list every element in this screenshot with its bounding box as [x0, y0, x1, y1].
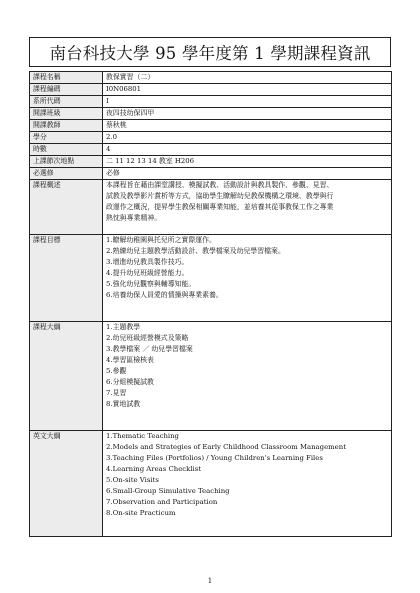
outline-item: 8.實地試教 [106, 400, 141, 408]
row-dept-code [30, 96, 392, 108]
label-schedule-location: 上課節次地點 [30, 156, 103, 168]
row-course-code [30, 84, 392, 96]
outline-item: 5.參觀 [106, 367, 127, 375]
objective-item: 3.增進幼兒教具製作技巧。 [106, 258, 189, 266]
value-outline [103, 322, 392, 431]
objective-item: 2.熟練幼兒主題教學活動設計、教學檔案及幼兒學習檔案。 [106, 247, 285, 255]
outline-item: 7.見習 [106, 389, 127, 397]
label-objectives: 課程目標 [30, 235, 103, 322]
value-hours: 4 [103, 144, 392, 156]
label-outline: 課程大綱 [30, 322, 103, 431]
label-hours: 時數 [30, 144, 103, 156]
value-class: 夜四技幼保四甲 [103, 108, 392, 120]
row-outline-en [30, 431, 392, 537]
row-outline [30, 322, 392, 431]
label-class: 開課班級 [30, 108, 103, 120]
value-course-name: 教保實習（二） [103, 72, 392, 84]
label-required-elective: 必選修 [30, 168, 103, 180]
outline-item: 3.教學檔案 ／ 幼兒學習檔案 [106, 345, 193, 353]
value-teacher: 蔡秋桃 [103, 120, 392, 132]
row-credits [30, 132, 392, 144]
value-schedule-location: 二 11 12 13 14 教室 H206 [103, 156, 392, 168]
label-outline-en: 英文大綱 [30, 431, 103, 537]
value-overview [103, 180, 392, 235]
outline-item: 1.主題教學 [106, 323, 141, 331]
outline-en-item: 6.Small-Group Simulative Teaching [106, 487, 230, 495]
overview-line: 試教及教學影片賞析等方式，協助學生瞭解幼兒教保機構之環境、教學與行 [106, 192, 334, 200]
row-required-elective [30, 168, 392, 180]
label-course-code: 課程編碼 [30, 84, 103, 96]
overview-line: 政運作之概況，提昇學生教保相關專業知能，並培養其從事教保工作之專業 [106, 203, 334, 211]
value-dept-code: I [103, 96, 392, 108]
document-title: 南台科技大學 95 學年度第 1 學期課程資訊 [29, 37, 391, 67]
value-credits: 2.0 [103, 132, 392, 144]
outline-en-item: 2.Models and Strategies of Early Childhood Classroom Management [106, 443, 346, 451]
row-objectives [30, 235, 392, 322]
outline-en-item: 1.Thematic Teaching [106, 432, 179, 440]
objective-item: 1.瞭解幼稚園與托兒所之實際運作。 [106, 236, 216, 244]
label-teacher: 開課教師 [30, 120, 103, 132]
label-course-name: 課程名稱 [30, 72, 103, 84]
row-hours [30, 144, 392, 156]
outline-en-item: 5.On-site Visits [106, 476, 159, 484]
label-dept-code: 系所代碼 [30, 96, 103, 108]
row-class [30, 108, 392, 120]
outline-en-item: 4.Learning Areas Checklist [106, 465, 202, 473]
overview-line: 熱忱與專業精神。 [106, 214, 162, 222]
value-required-elective: 必修 [103, 168, 392, 180]
label-overview: 課程概述 [30, 180, 103, 235]
value-outline-en [103, 431, 392, 537]
outline-item: 6.分組模擬試教 [106, 378, 154, 386]
outline-en-item: 7.Observation and Participation [106, 498, 218, 506]
row-overview [30, 180, 392, 235]
outline-item: 4.學習區檢核表 [106, 356, 154, 364]
row-schedule-location [30, 156, 392, 168]
overview-line: 本課程旨在藉由課堂講授、模擬試教、活動設計與教具製作、參觀、見習、 [106, 181, 334, 189]
objective-item: 4.提升幼兒班級經營能力。 [106, 269, 189, 277]
label-credits: 學分 [30, 132, 103, 144]
row-course-name [30, 72, 392, 84]
outline-item: 2.幼兒班級經營模式及策略 [106, 334, 189, 342]
objective-item: 6.培養幼保人員愛的情操與專業素養。 [106, 291, 223, 299]
page-number: 1 [207, 577, 213, 585]
objective-item: 5.強化幼兒觀察與輔導知能。 [106, 280, 196, 288]
outline-en-item: 8.On-site Practicum [106, 509, 176, 517]
value-course-code: I0N06801 [103, 84, 392, 96]
value-objectives [103, 235, 392, 322]
course-info-table [29, 71, 392, 537]
course-info-sheet [29, 37, 391, 537]
row-teacher [30, 120, 392, 132]
outline-en-item: 3.Teaching Files (Portfolios) / Young Children's Learning Files [106, 454, 323, 462]
